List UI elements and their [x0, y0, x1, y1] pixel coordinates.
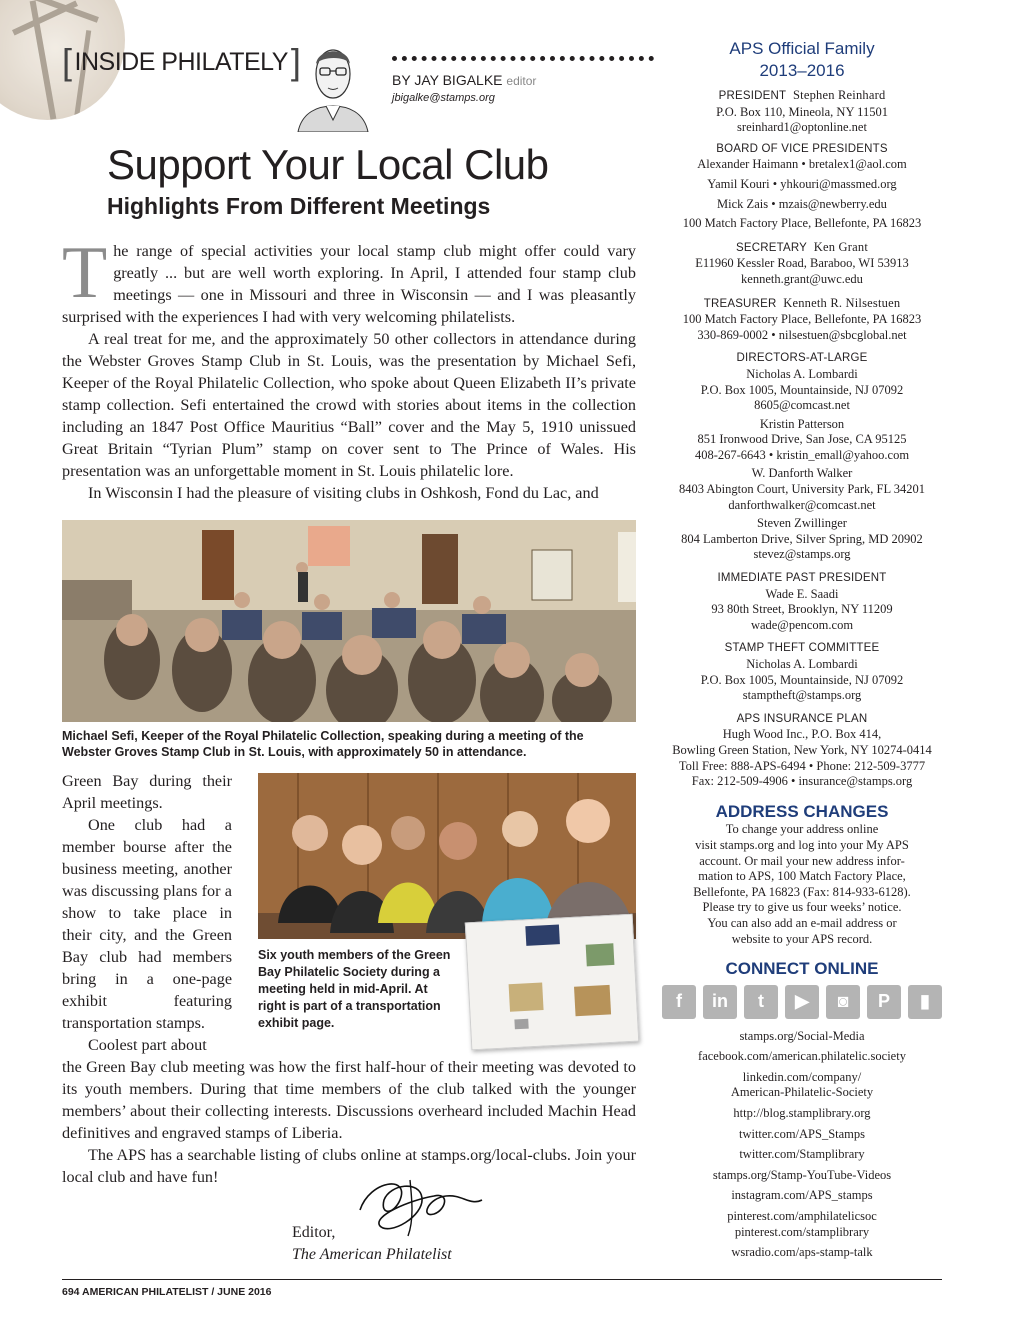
youtube-icon[interactable]: ▶ — [785, 985, 819, 1019]
director-email[interactable]: 408-267-6643 • kristin_emall@yahoo.com — [694, 447, 910, 462]
aps-sidebar — [662, 38, 942, 1266]
secretary-label: SECRETARY — [735, 241, 807, 254]
paragraph: Coolest part about — [88, 1036, 207, 1054]
vp-address: 100 Match Factory Place, Bellefonte, PA 16823 — [682, 216, 922, 231]
article-body-top — [62, 232, 636, 504]
youth-members-photo — [258, 773, 636, 939]
author-portrait — [288, 36, 378, 132]
address-line: account. Or mail your new address infor- — [699, 853, 905, 868]
address-line: mation to APS, 100 Match Factory Place, — [698, 869, 906, 884]
byline-author: BY JAY BIGALKE — [392, 72, 503, 88]
insurance-line: Toll Free: 888-APS-6494 • Phone: 212-509-3777 — [678, 758, 926, 773]
twitter-icon[interactable]: t — [744, 985, 778, 1019]
address-line: Bellefonte, PA 16823 (Fax: 814-933-6128). — [693, 884, 911, 899]
page-footer: 694 AMERICAN PHILATELIST / JUNE 2016 — [62, 1286, 272, 1298]
linkedin-icon[interactable]: in — [703, 985, 737, 1019]
author-email[interactable]: jbigalke@stamps.org — [392, 92, 495, 104]
photo1-caption: Michael Sefi, Keeper of the Royal Philatelic Collection, speaking during a meeting of the Webster Groves Stamp Club in St. Louis, with approximately 50 in attendance. — [62, 729, 584, 759]
paragraph: The APS has a searchable listing of clubs online at stamps.org/local-clubs. Join your local club and have fun! — [62, 1146, 636, 1186]
theft-committee-email[interactable]: stamptheft@stamps.org — [742, 688, 862, 703]
facebook-icon[interactable]: f — [662, 985, 696, 1019]
past-president-heading: IMMEDIATE PAST PRESIDENT — [717, 572, 887, 585]
bracket-left: [ — [62, 41, 72, 82]
director-name: Steven Zwillinger — [757, 516, 847, 531]
paragraph: In Wisconsin I had the pleasure of visiting clubs in Oshkosh, Fond du Lac, and — [88, 484, 599, 502]
social-link[interactable]: pinterest.com/amphilatelicsoc — [727, 1209, 877, 1224]
vp-line: Alexander Haimann • bretalex1@aol.com — [697, 157, 907, 172]
vp-heading: BOARD OF VICE PRESIDENTS — [716, 142, 888, 155]
sidebar-term: 2013–2016 — [759, 61, 845, 80]
address-changes-title: ADDRESS CHANGES — [715, 801, 889, 821]
bracket-right: ] — [290, 41, 301, 82]
directors-heading: DIRECTORS-AT-LARGE — [736, 352, 868, 365]
paragraph — [62, 232, 636, 328]
past-president-email[interactable]: wade@pencom.com — [750, 617, 854, 632]
treasurer-heading — [662, 296, 942, 313]
byline — [392, 72, 536, 88]
social-link[interactable]: facebook.com/american.philatelic.society — [698, 1049, 906, 1064]
byline-role: editor — [506, 74, 537, 88]
social-link[interactable]: stamps.org/Social-Media — [739, 1028, 865, 1043]
paragraph: One club had a member bourse after the business meeting, another was discussing plans for a show to take place in their city, and the Green Bay club had members bring in a one-page exhibit featuring transportation stamps. — [62, 816, 232, 1032]
connect-online-title: CONNECT ONLINE — [725, 959, 879, 979]
social-links — [662, 1029, 942, 1261]
director-email[interactable]: 8605@comcast.net — [754, 398, 850, 413]
address-line: To change your address online — [725, 822, 879, 837]
past-president-address: 93 80th Street, Brooklyn, NY 11209 — [711, 602, 893, 617]
address-line: website to your APS record. — [731, 931, 873, 946]
paragraph: Green Bay during their April meetings. — [62, 772, 232, 812]
director-email[interactable]: danforthwalker@comcast.net — [728, 497, 876, 512]
director-name: Kristin Patterson — [759, 416, 845, 431]
article-headline: Support Your Local Club — [107, 141, 549, 188]
past-president-name: Wade E. Saadi — [765, 586, 839, 601]
dotted-rule — [392, 56, 654, 61]
treasurer-address: 100 Match Factory Place, Bellefonte, PA 16823 — [682, 312, 922, 327]
social-link[interactable]: pinterest.com/stamplibrary — [734, 1224, 870, 1239]
kicker-text: INSIDE PHILATELY — [74, 47, 288, 76]
director-name: Nicholas A. Lombardi — [746, 366, 858, 381]
social-link[interactable]: linkedin.com/company/ — [742, 1069, 862, 1084]
drop-cap: T — [62, 232, 108, 314]
director-entry — [662, 367, 942, 414]
social-link[interactable]: twitter.com/Stamplibrary — [739, 1147, 865, 1162]
vp-line: Yamil Kouri • yhkouri@massmed.org — [707, 176, 897, 191]
secretary-address: E11960 Kessler Road, Baraboo, WI 53913 — [695, 256, 909, 271]
address-line: visit stamps.org and log into your My APS — [695, 837, 909, 852]
social-link[interactable]: wsradio.com/aps-stamp-talk — [731, 1245, 873, 1260]
paragraph-text: he range of special activities your local stamp club might offer could vary greatly ... but are well worth exploring. In April, I attended four stamp club meetings — one in Missouri and three in Wisconsin — and I was pleasantly surprised with the experiences I had with very welcoming philatelists. — [62, 242, 636, 326]
president-email[interactable]: sreinhard1@optonline.net — [737, 120, 867, 135]
director-address: P.O. Box 1005, Mountainside, NJ 07092 — [700, 382, 904, 397]
insurance-line: Hugh Wood Inc., P.O. Box 414, — [722, 727, 882, 742]
footer-rule — [62, 1279, 942, 1280]
pinterest-icon[interactable]: P — [867, 985, 901, 1019]
social-link[interactable]: American-Philatelic-Society — [730, 1085, 874, 1100]
paragraph: the Green Bay club meeting was how the first half-hour of their meeting was devoted to its youth members. During that time members of the club talked with the younger members’ about their collecting interests. Discussions overheard included Machin Head definitives and engraved stamps of Liberia. — [62, 1058, 636, 1142]
social-link[interactable]: http://blog.stamplibrary.org — [733, 1106, 871, 1121]
article-subhead: Highlights From Different Meetings — [107, 193, 491, 219]
president-address: P.O. Box 110, Mineola, NY 11501 — [716, 104, 888, 119]
president-label: PRESIDENT — [718, 90, 787, 102]
signature-title: Editor, — [292, 1224, 336, 1241]
address-line: You can also add an e-mail address or — [707, 915, 897, 930]
exhibit-page-photo — [465, 914, 639, 1051]
president-name: Stephen Reinhard — [793, 88, 886, 102]
secretary-heading — [662, 240, 942, 257]
insurance-heading: APS INSURANCE PLAN — [736, 712, 868, 725]
insurance-line: Fax: 212-509-4906 • insurance@stamps.org — [691, 774, 913, 789]
signature-block — [292, 1222, 452, 1266]
director-address: 851 Ironwood Drive, San Jose, CA 95125 — [697, 432, 907, 447]
theft-committee-address: P.O. Box 1005, Mountainside, NJ 07092 — [700, 672, 904, 687]
article-body-lower — [62, 1056, 636, 1188]
director-entry — [662, 417, 942, 464]
paragraph: A real treat for me, and the approximately 50 other collectors in attendance during the Webster Groves Stamp Club in St. Louis, was the presentation by Michael Sefi, Keeper of the Royal Philatelic Collection, who spoke about Queen Elizabeth II’s private stamp collection. Sefi entertained the crowd with stories about items in the collection including an 1847 Post Office Mauritius “Ball” cover and the May 5, 1910 unissued Great Britain “Tyrian Plum” stamp on cover sent to The Prince of Wales. His presentation was an unforgettable moment in St. Louis philatelic lore. — [62, 330, 636, 480]
social-link[interactable]: stamps.org/Stamp-YouTube-Videos — [712, 1167, 892, 1182]
director-entry — [662, 466, 942, 513]
article-body-narrow — [62, 770, 232, 1056]
treasurer-name: Kenneth R. Nilsestuen — [783, 295, 901, 310]
secretary-name: Ken Grant — [813, 239, 869, 254]
instagram-icon[interactable]: ◙ — [826, 985, 860, 1019]
director-entry — [662, 516, 942, 563]
director-name: W. Danforth Walker — [751, 466, 853, 481]
director-address: 804 Lamberton Drive, Silver Spring, MD 20902 — [681, 531, 923, 546]
treasurer-label: TREASURER — [703, 297, 777, 310]
column-kicker — [62, 42, 300, 82]
president-heading — [662, 88, 942, 105]
photo2-caption: Six youth members of the Green Bay Philatelic Society during a meeting held in mid-April. At right is part of a transportation exhibit page. — [258, 948, 451, 1030]
theft-committee-heading: STAMP THEFT COMMITTEE — [724, 642, 880, 655]
club-meeting-photo — [62, 520, 636, 722]
theft-committee-name: Nicholas A. Lombardi — [746, 657, 858, 671]
director-address: 8403 Abington Court, University Park, FL 34201 — [678, 482, 926, 497]
social-icon-row — [662, 985, 942, 1019]
treasurer-contact: 330-869-0002 • nilsestuen@sbcglobal.net — [697, 327, 907, 342]
vp-line: Mick Zais • mzais@newberry.edu — [717, 196, 887, 211]
insurance-line: Bowling Green Station, New York, NY 10274-0414 — [672, 742, 932, 757]
secretary-email[interactable]: kenneth.grant@uwc.edu — [741, 271, 863, 286]
social-link[interactable]: instagram.com/APS_stamps — [731, 1188, 873, 1203]
director-email[interactable]: stevez@stamps.org — [753, 547, 851, 562]
address-line: Please try to give us four weeks’ notice. — [702, 900, 902, 915]
social-link[interactable]: twitter.com/APS_Stamps — [738, 1126, 866, 1141]
radio-icon[interactable]: ▮ — [908, 985, 942, 1019]
sidebar-title: APS Official Family — [729, 39, 875, 58]
signature-publication: The American Philatelist — [292, 1246, 452, 1263]
